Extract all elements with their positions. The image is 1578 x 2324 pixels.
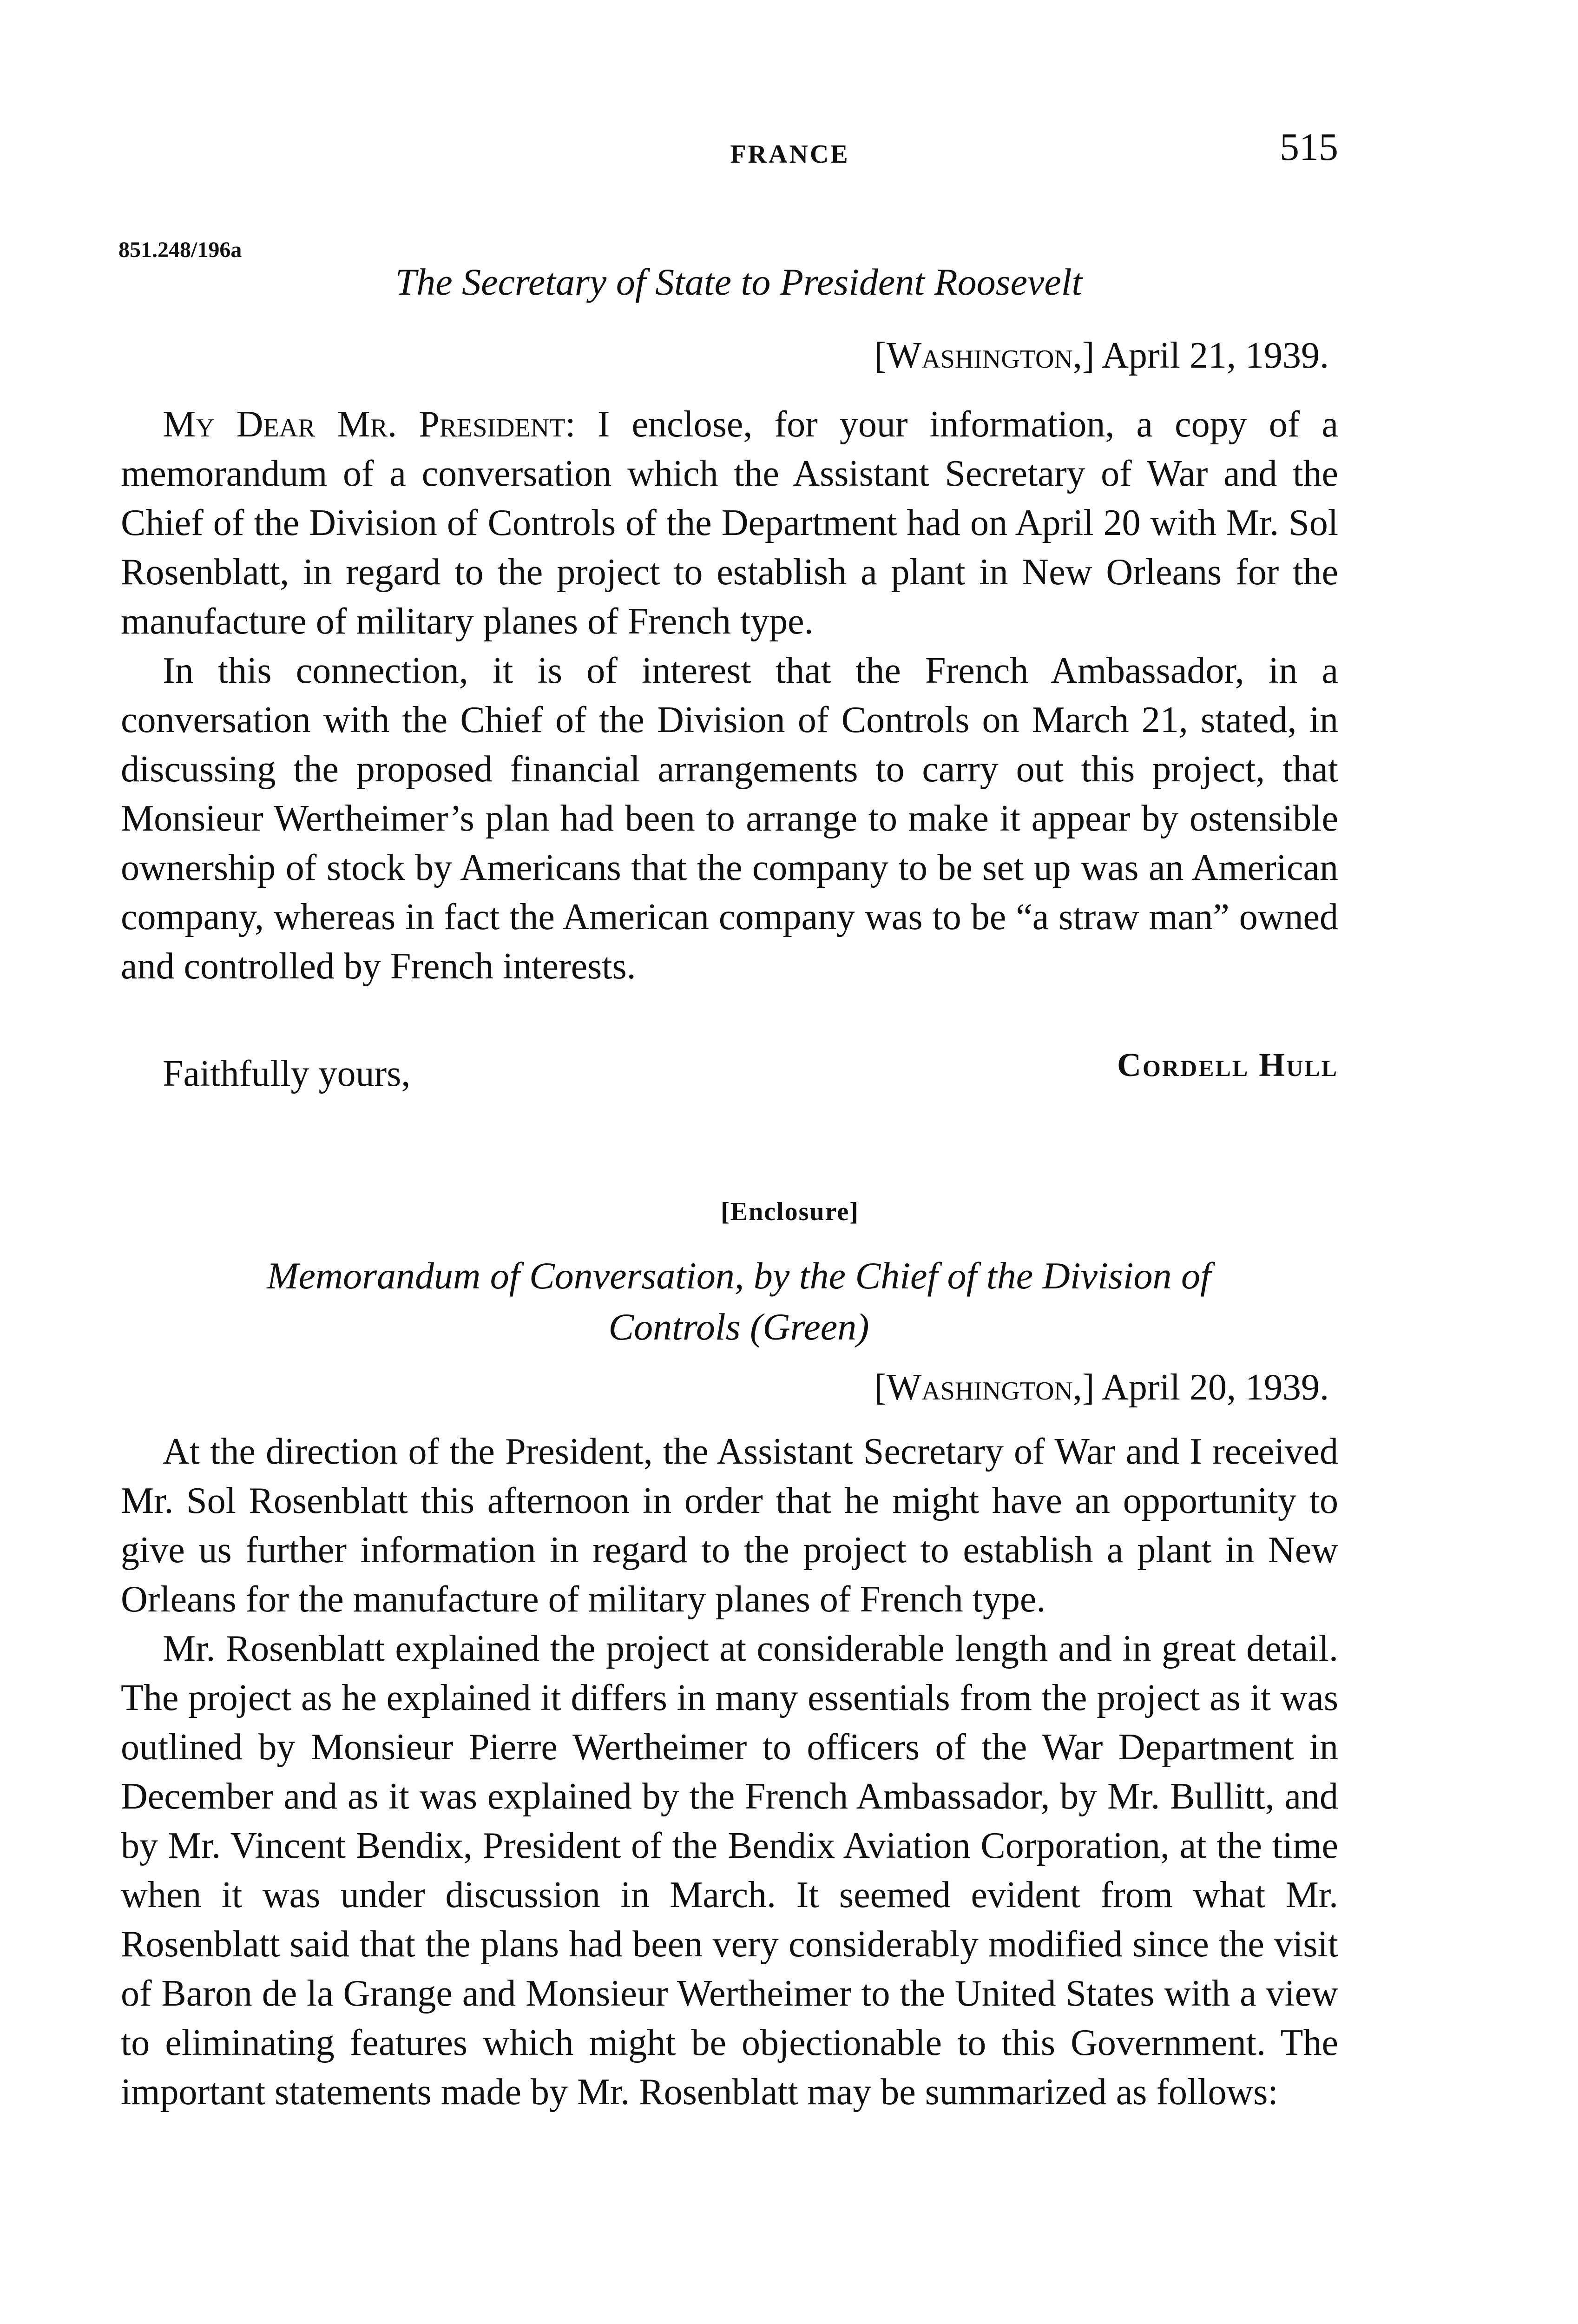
memorandum-title-line-1: Memorandum of Conversation, by the Chief of the Division of bbox=[267, 1254, 1211, 1297]
letter-dateline bbox=[697, 335, 1329, 377]
dateline-place: [Washington,] bbox=[874, 335, 1095, 376]
salutation: My Dear Mr. President: bbox=[163, 404, 576, 445]
page-number: 515 bbox=[1280, 125, 1338, 169]
enclosure-label: [Enclosure] bbox=[721, 1197, 859, 1226]
dateline-date: April 20, 1939. bbox=[1102, 1367, 1329, 1408]
memorandum-paragraph-2: Mr. Rosenblatt explained the project at considerable length and in great detail. The project as he explained it differs in many essentials from the project as it was outlined by Monsieur Pierre Wertheimer to officers of the War Department in December and as it was explained by the French Ambassador, by Mr. Bullitt, and by Mr. Vincent Bendix, President of the Bendix Aviation Corporation, at the time when it was under discussion in March. It seemed evident from what Mr. Rosenblatt said that the plans had been very considerably modified since the visit of Baron de la Grange and Monsieur Wertheimer to the United States with a view to eliminating features which might be objectionable to this Government. The important statements made by Mr. Rosenblatt may be summarized as follows: bbox=[121, 1628, 1338, 2113]
file-reference: 851.248/196a bbox=[118, 238, 242, 262]
closing: Faithfully yours, bbox=[163, 1053, 411, 1094]
letter-paragraph-1 bbox=[121, 400, 1338, 646]
memorandum-title-line-2: Controls (Green) bbox=[608, 1306, 869, 1348]
memorandum-dateline bbox=[697, 1367, 1329, 1409]
dateline-place: [Washington,] bbox=[874, 1367, 1095, 1408]
letter-paragraph-1-text: I enclose, for your information, a copy of a memorandum of a conversation which the Assistant Secretary of War and the Chief of the Division of Controls of the Department had on April 20 with Mr. Sol Rosenblatt, in regard to the project to establish a plant in New Orleans for the manufacture of military planes of French type. bbox=[121, 404, 1338, 642]
memorandum-body bbox=[121, 1427, 1338, 2117]
dateline-date: April 21, 1939. bbox=[1102, 335, 1329, 376]
memorandum-title bbox=[121, 1250, 1357, 1353]
letter-body bbox=[121, 400, 1338, 991]
memorandum-paragraph-1: At the direction of the President, the Assistant Secretary of War and I received Mr. Sol Rosenblatt this afternoon in order that he might have an opportunity to give us further information in regard to the project to establish a plant in New Orleans for the manufacture of military planes of French type. bbox=[121, 1431, 1338, 1620]
letter-paragraph-2: In this connection, it is of interest that the French Ambassador, in a conversation with the Chief of the Division of Controls on March 21, stated, in discussing the proposed financial arrangements to carry out this project, that Monsieur Wertheimer’s plan had been to arrange to make it appear by ostensible ownership of stock by Americans that the company to be set up was an American company, whereas in fact the American company was to be “a straw man” owned and controlled by French interests. bbox=[121, 650, 1338, 987]
signature: Cordell Hull bbox=[1117, 1046, 1338, 1083]
letter-title: The Secretary of State to President Roosevelt bbox=[395, 261, 1083, 303]
running-head: FRANCE bbox=[730, 140, 850, 169]
